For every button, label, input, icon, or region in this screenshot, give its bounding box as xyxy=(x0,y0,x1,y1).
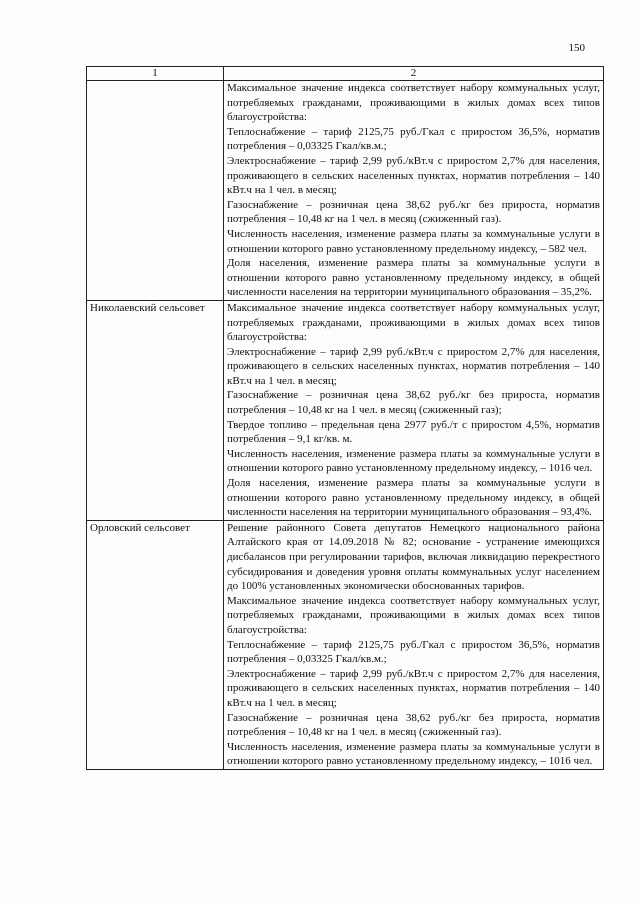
paragraph: Численность населения, изменение размера платы за коммунальные услуги в отношении которого равно установленному предельному индексу, – 582 чел. xyxy=(227,227,600,255)
municipality-cell: Орловский сельсовет xyxy=(87,520,224,769)
index-description-cell xyxy=(224,520,604,769)
paragraph: Газоснабжение – розничная цена 38,62 руб./кг без прироста, норматив потребления – 10,48 кг на 1 чел. в месяц (сжиженный газ). xyxy=(227,711,600,739)
index-description-cell xyxy=(224,81,604,301)
table-row xyxy=(87,81,604,301)
paragraph: Максимальное значение индекса соответствует набору коммунальных услуг, потребляемых гражданами, проживающими в жилых домах всех типов благоустройства: xyxy=(227,301,600,344)
municipality-cell xyxy=(87,81,224,301)
page-number: 150 xyxy=(568,42,585,54)
table-row xyxy=(87,300,604,520)
paragraph: Численность населения, изменение размера платы за коммунальные услуги в отношении которого равно установленному предельному индексу, – 1016 чел. xyxy=(227,447,600,475)
paragraph: Доля населения, изменение размера платы за коммунальные услуги в отношении которого равно установленному предельному индексу, в общей численности населения на территории муниципального образования – 93,4%. xyxy=(227,477,600,519)
paragraph: Твердое топливо – предельная цена 2977 руб./т с приростом 4,5%, норматив потребления – 9,1 кг/кв. м. xyxy=(227,418,600,446)
paragraph: Численность населения, изменение размера платы за коммунальные услуги в отношении которого равно установленному предельному индексу, – 1016 чел. xyxy=(227,740,600,768)
paragraph: Решение районного Совета депутатов Немецкого национального района Алтайского края от 14.09.2018 № 82; основание - устранение имеющихся дисбалансов при регулировании тарифов, включая ликвидацию перекрестного субсидирования и доведения уровня оплаты коммунальных услуг населением до 100% установленных экономически обоснованных тарифов. xyxy=(227,521,600,593)
column-header-1: 1 xyxy=(87,67,224,81)
paragraph: Теплоснабжение – тариф 2125,75 руб./Гкал с приростом 36,5%, норматив потребления – 0,03325 Гкал/кв.м.; xyxy=(227,638,600,666)
municipality-cell: Николаевский сельсовет xyxy=(87,300,224,520)
paragraph: Электроснабжение – тариф 2,99 руб./кВт.ч с приростом 2,7% для населения, проживающего в сельских населенных пунктах, норматив потребления – 140 кВт.ч на 1 чел. в месяц; xyxy=(227,667,600,709)
paragraph: Электроснабжение – тариф 2,99 руб./кВт.ч с приростом 2,7% для населения, проживающего в сельских населенных пунктах, норматив потребления – 140 кВт.ч на 1 чел. в месяц; xyxy=(227,154,600,197)
paragraph: Теплоснабжение – тариф 2125,75 руб./Гкал с приростом 36,5%, норматив потребления – 0,03325 Гкал/кв.м.; xyxy=(227,125,600,153)
paragraph: Максимальное значение индекса соответствует набору коммунальных услуг, потребляемых гражданами, проживающими в жилых домах всех типов благоустройства: xyxy=(227,594,600,636)
column-header-2: 2 xyxy=(224,67,604,81)
paragraph: Максимальное значение индекса соответствует набору коммунальных услуг, потребляемых гражданами, проживающими в жилых домах всех типов благоустройства: xyxy=(227,82,600,124)
paragraph: Газоснабжение – розничная цена 38,62 руб./кг без прироста, норматив потребления – 10,48 кг на 1 чел. в месяц (сжиженный газ). xyxy=(227,198,600,226)
paragraph: Электроснабжение – тариф 2,99 руб./кВт.ч с приростом 2,7% для населения, проживающего в сельских населенных пунктах, норматив потребления – 140 кВт.ч на 1 чел. в месяц; xyxy=(227,345,600,387)
index-description-cell xyxy=(224,300,604,520)
table-row xyxy=(87,520,604,769)
tariff-index-table xyxy=(86,66,604,770)
table-header-row xyxy=(87,67,604,81)
paragraph: Доля населения, изменение размера платы за коммунальные услуги в отношении которого равно установленному предельному индексу, в общей численности населения на территории муниципального образования – 35,2%. xyxy=(227,257,600,299)
paragraph: Газоснабжение – розничная цена 38,62 руб./кг без прироста, норматив потребления – 10,48 кг на 1 чел. в месяц (сжиженный газ); xyxy=(227,389,600,417)
